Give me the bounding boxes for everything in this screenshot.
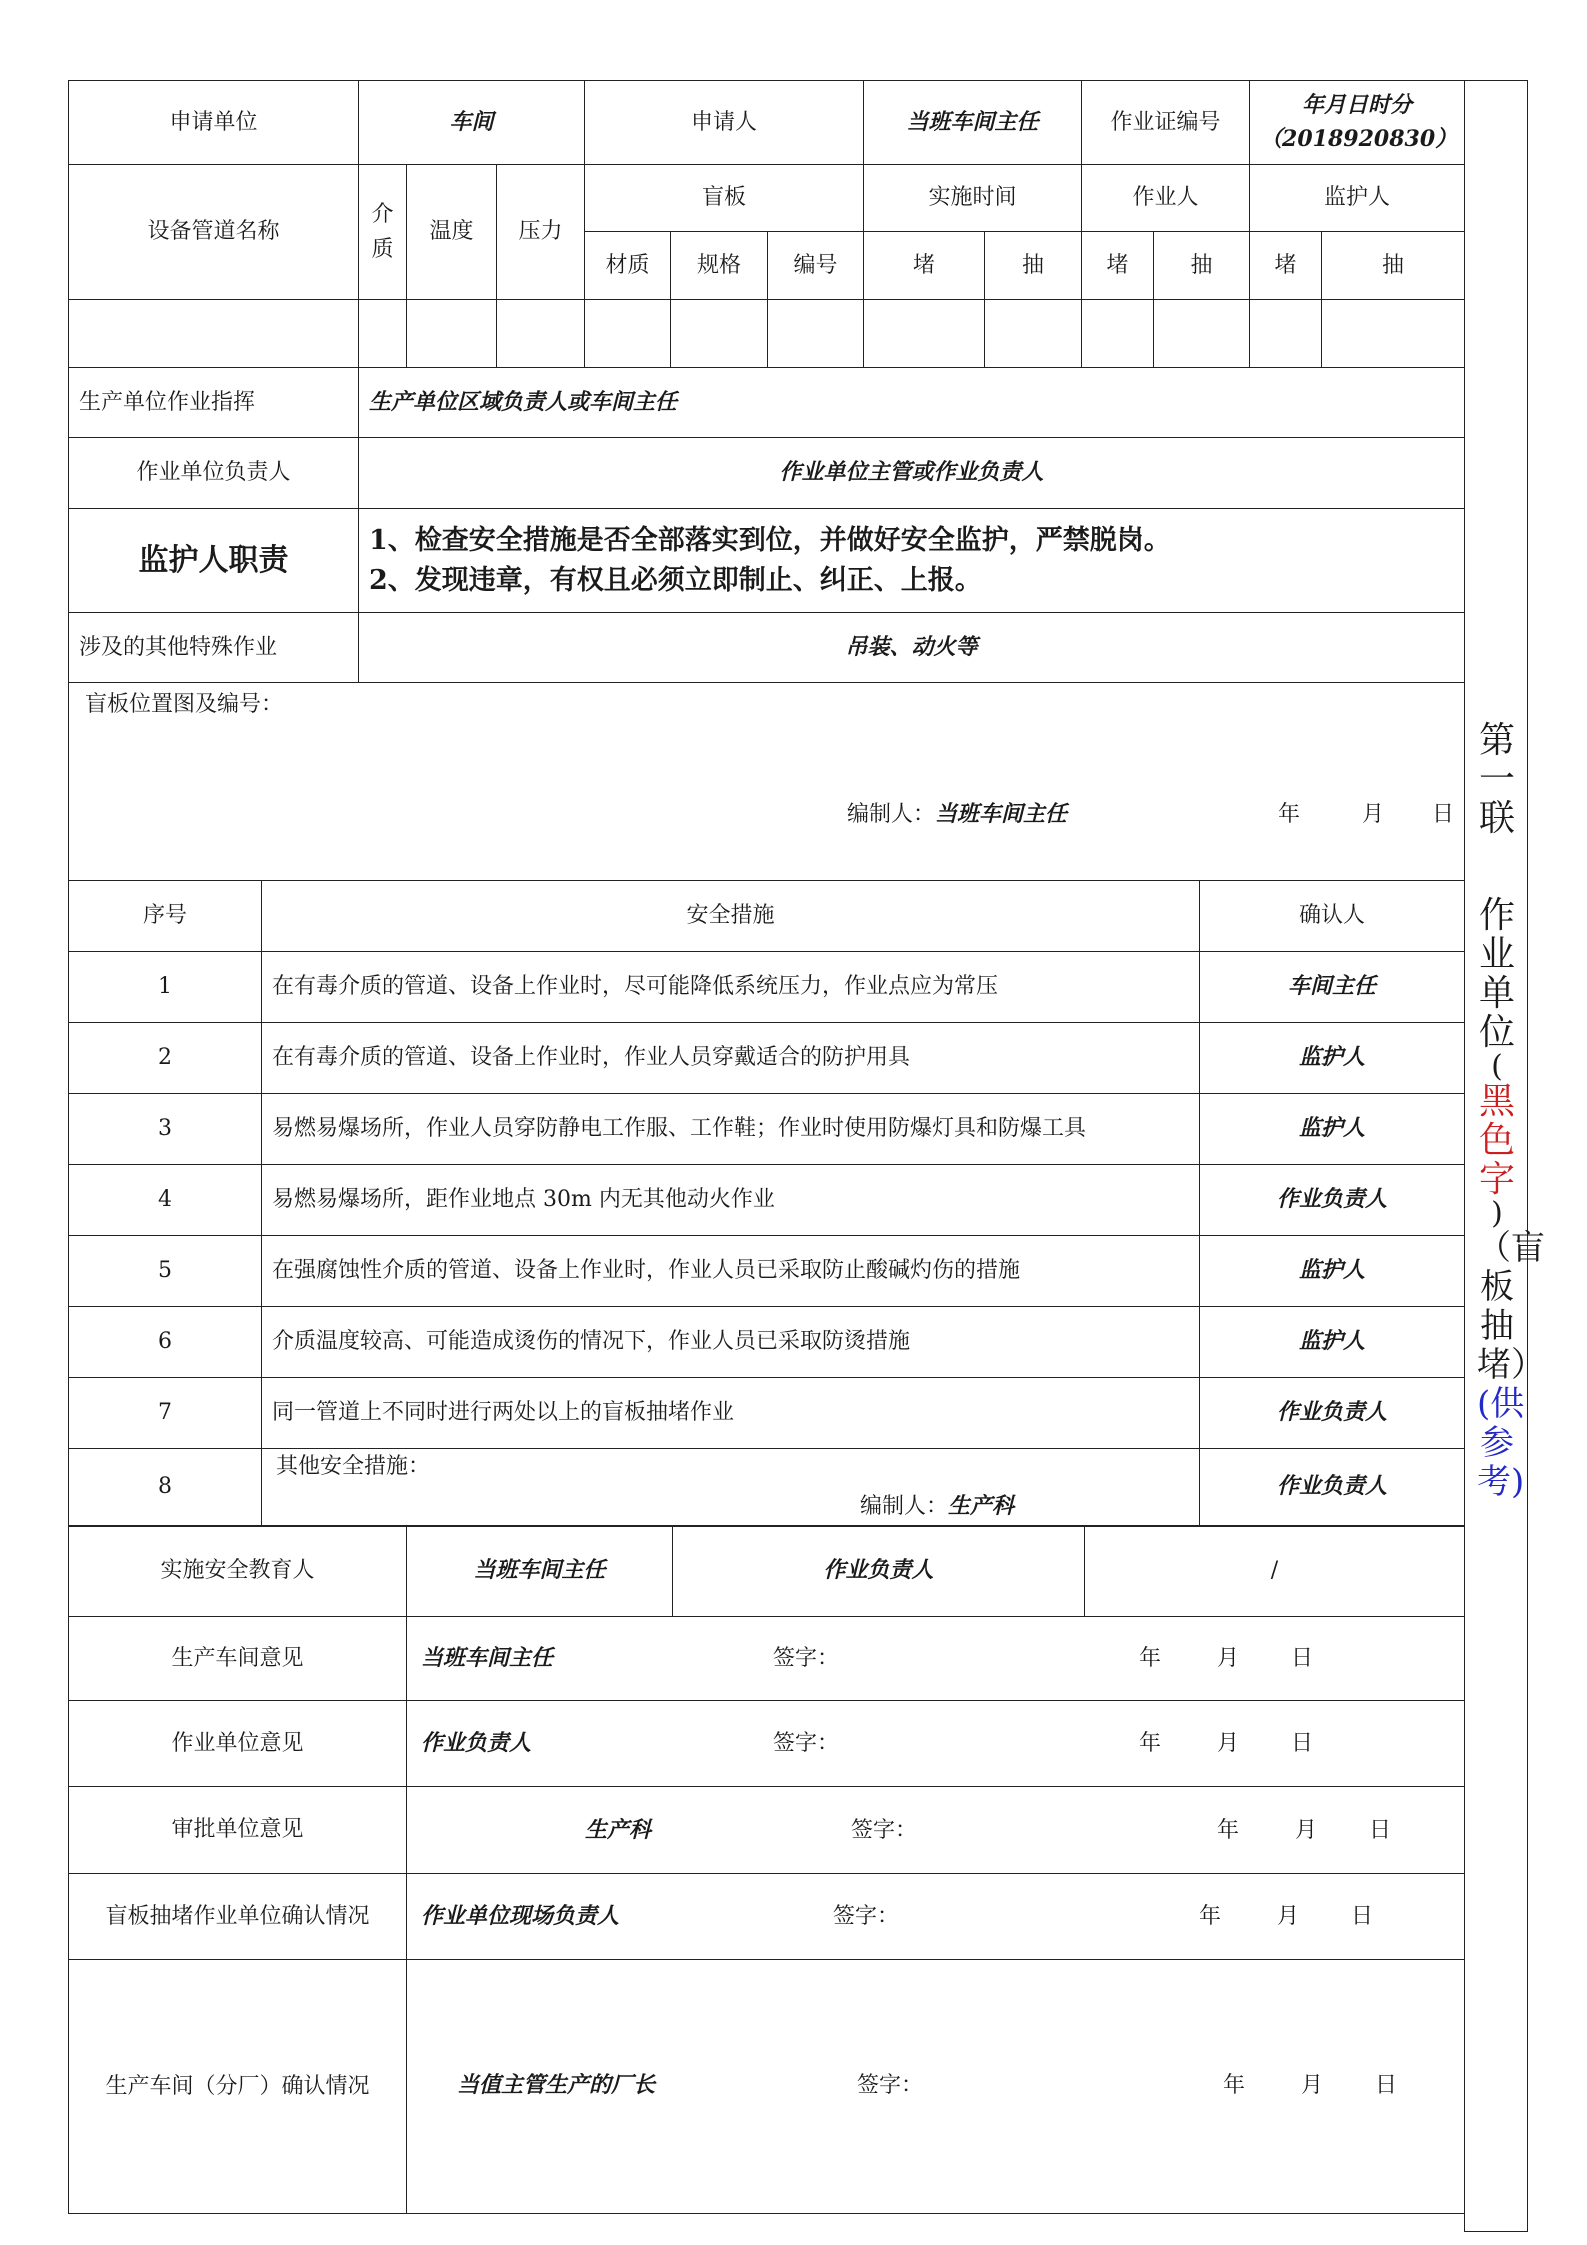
diagram-month: 月 (1361, 802, 1384, 827)
work-unit-opinion-label: 作业单位意见 (69, 1701, 407, 1787)
guardian-plug-label: 堵 (1250, 232, 1322, 300)
blind-confirm-cell (407, 1874, 1465, 1960)
permit-no-line2: （2018920830） (1260, 125, 1458, 152)
guardian-pull-label: 抽 (1322, 232, 1465, 300)
copy-unit: 作业单位 (1478, 895, 1515, 1053)
copy-number: 第一联 (1478, 720, 1515, 839)
workshop-opinion-value: 当班车间主任 (421, 1645, 554, 1671)
applicant-unit-label: 申请单位 (69, 81, 359, 165)
diagram-year: 年 (1277, 802, 1300, 827)
equipment-empty-row (69, 300, 1465, 368)
measure-no: 8 (69, 1448, 262, 1526)
measure-text: 易燃易爆场所，作业人员穿防静电工作服、工作鞋；作业时使用防爆灯具和防爆工具 (262, 1093, 1200, 1164)
education-person-1: 当班车间主任 (407, 1526, 673, 1617)
measure-col-text: 安全措施 (262, 880, 1200, 951)
measure-row (69, 1022, 1465, 1093)
measure-other-cell (262, 1448, 1200, 1526)
copy-open-paren: ( (1491, 1049, 1503, 1084)
blind-confirm-value: 作业单位现场负责人 (421, 1903, 620, 1929)
permit-no-line1: 年月日时分 (1302, 92, 1413, 118)
worker-label: 作业人 (1082, 165, 1250, 232)
pressure-label: 压力 (497, 165, 585, 300)
approval-sign-label: 签字： (851, 1818, 918, 1843)
measure-row (69, 951, 1465, 1022)
diagram-author-value: 当班车间主任 (935, 801, 1068, 827)
time-pull-label: 抽 (985, 232, 1082, 300)
plant-confirm-date: 年 月 日 (1222, 2073, 1397, 2098)
measure-text: 在有毒介质的管道、设备上作业时，尽可能降低系统压力，作业点应为常压 (262, 951, 1200, 1022)
measure-other-author-label: 编制人： (860, 1493, 949, 1519)
implementation-time-label: 实施时间 (864, 165, 1082, 232)
measure-no: 5 (69, 1235, 262, 1306)
diagram-author-label: 编制人： (847, 802, 936, 827)
number-label: 编号 (768, 232, 864, 300)
work-unit-opinion-value: 作业负责人 (421, 1730, 532, 1756)
other-special-label: 涉及的其他特殊作业 (69, 613, 359, 683)
permit-no-label: 作业证编号 (1082, 81, 1250, 165)
measure-no: 4 (69, 1164, 262, 1235)
measure-col-confirm: 确认人 (1200, 880, 1465, 951)
workshop-sign-label: 签字： (773, 1646, 840, 1671)
commander-label: 生产单位作业指挥 (69, 368, 359, 438)
temperature-label: 温度 (407, 165, 497, 300)
commander-value: 生产单位区域负责人或车间主任 (359, 368, 1465, 438)
measure-no: 7 (69, 1377, 262, 1448)
measure-confirm: 监护人 (1200, 1306, 1465, 1377)
time-plug-label: 堵 (864, 232, 985, 300)
measure-row (69, 1306, 1465, 1377)
blind-diagram-label: 盲板位置图及编号： (85, 692, 284, 717)
measure-text: 易燃易爆场所，距作业地点 30m 内无其他动火作业 (262, 1164, 1200, 1235)
measure-text: 同一管道上不同时进行两处以上的盲板抽堵作业 (262, 1377, 1200, 1448)
spec-label: 规格 (671, 232, 768, 300)
blind-label: 盲板 (585, 165, 864, 232)
diagram-day: 日 (1431, 802, 1454, 827)
approval-opinion-cell (407, 1787, 1465, 1874)
top-table (68, 80, 1465, 881)
medium-label: 介质 (359, 165, 407, 300)
copy-close-paren: ) (1491, 1196, 1503, 1231)
measure-row (69, 1093, 1465, 1164)
workshop-opinion-cell (407, 1617, 1465, 1701)
leader-value: 作业单位主管或作业负责人 (359, 438, 1465, 509)
measure-confirm: 监护人 (1200, 1235, 1465, 1306)
other-special-value: 吊装、动火等 (359, 613, 1465, 683)
education-label: 实施安全教育人 (69, 1526, 407, 1617)
copy-reference: (供参考) (1477, 1384, 1525, 1502)
diagram-date (1254, 801, 1478, 829)
blind-confirm-label: 盲板抽堵作业单位确认情况 (69, 1874, 407, 1960)
approval-table (68, 1525, 1465, 2214)
measure-confirm: 监护人 (1200, 1022, 1465, 1093)
measure-no: 1 (69, 951, 262, 1022)
work-unit-opinion-cell (407, 1701, 1465, 1787)
equipment-name-label: 设备管道名称 (69, 165, 359, 300)
work-unit-date: 年 月 日 (1138, 1731, 1313, 1756)
measure-confirm: 作业负责人 (1200, 1377, 1465, 1448)
measure-other-author (860, 1493, 1014, 1521)
blind-confirm-sign-label: 签字： (833, 1904, 900, 1929)
measure-row-other (69, 1448, 1465, 1526)
approval-opinion-value: 生产科 (585, 1817, 652, 1843)
work-unit-sign-label: 签字： (773, 1731, 840, 1756)
measure-no: 6 (69, 1306, 262, 1377)
plant-confirm-sign-label: 签字： (857, 2073, 924, 2098)
measure-confirm: 车间主任 (1200, 951, 1465, 1022)
plant-confirm-value: 当值主管生产的厂长 (457, 2072, 656, 2098)
measure-col-no: 序号 (69, 880, 262, 951)
measures-table (68, 880, 1465, 1527)
material-label: 材质 (585, 232, 671, 300)
measure-no: 2 (69, 1022, 262, 1093)
plant-confirm-label: 生产车间（分厂）确认情况 (69, 1960, 407, 2214)
education-person-3: / (1085, 1526, 1465, 1617)
measure-row (69, 1164, 1465, 1235)
workshop-opinion-label: 生产车间意见 (69, 1617, 407, 1701)
education-person-2: 作业负责人 (673, 1526, 1085, 1617)
approval-date: 年 月 日 (1216, 1818, 1391, 1843)
plant-confirm-cell (407, 1960, 1465, 2214)
guardian-duty-label: 监护人职责 (69, 509, 359, 613)
measure-confirm: 作业负责人 (1200, 1448, 1465, 1526)
applicant-unit-value: 车间 (359, 81, 585, 165)
duty-line-2: 2、发现违章，有权且必须立即制止、纠正、上报。 (369, 564, 982, 596)
measure-text: 在强腐蚀性介质的管道、设备上作业时，作业人员已采取防止酸碱灼伤的措施 (262, 1235, 1200, 1306)
measure-confirm: 监护人 (1200, 1093, 1465, 1164)
diagram-author (847, 801, 1067, 829)
guardian-duty-content (359, 509, 1465, 613)
blind-diagram-area (69, 683, 1465, 881)
measure-text: 在有毒介质的管道、设备上作业时，作业人员穿戴适合的防护用具 (262, 1022, 1200, 1093)
copy-side-column (1464, 80, 1545, 2232)
applicant-value: 当班车间主任 (864, 81, 1082, 165)
permit-no-value (1250, 81, 1465, 165)
applicant-label: 申请人 (585, 81, 864, 165)
measure-confirm: 作业负责人 (1200, 1164, 1465, 1235)
leader-label: 作业单位负责人 (69, 438, 359, 509)
worker-pull-label: 抽 (1154, 232, 1250, 300)
measure-row (69, 1377, 1465, 1448)
guardian-label: 监护人 (1250, 165, 1465, 232)
copy-caption (1465, 720, 1545, 1502)
permit-form (68, 80, 1464, 2214)
copy-color-word: 黑色字 (1478, 1081, 1515, 1200)
measure-no: 3 (69, 1093, 262, 1164)
duty-line-1: 1、检查安全措施是否全部落实到位，并做好安全监护，严禁脱岗。 (369, 524, 1171, 556)
measure-row (69, 1235, 1465, 1306)
measure-other-author-value: 生产科 (948, 1492, 1015, 1519)
copy-type: （盲板抽堵） (1477, 1228, 1545, 1385)
blind-confirm-date: 年 月 日 (1198, 1904, 1373, 1929)
measure-other-text: 其他安全措施： (276, 1453, 431, 1479)
approval-opinion-label: 审批单位意见 (69, 1787, 407, 1874)
measure-text: 介质温度较高、可能造成烫伤的情况下，作业人员已采取防烫措施 (262, 1306, 1200, 1377)
workshop-date: 年 月 日 (1138, 1646, 1313, 1671)
worker-plug-label: 堵 (1082, 232, 1154, 300)
